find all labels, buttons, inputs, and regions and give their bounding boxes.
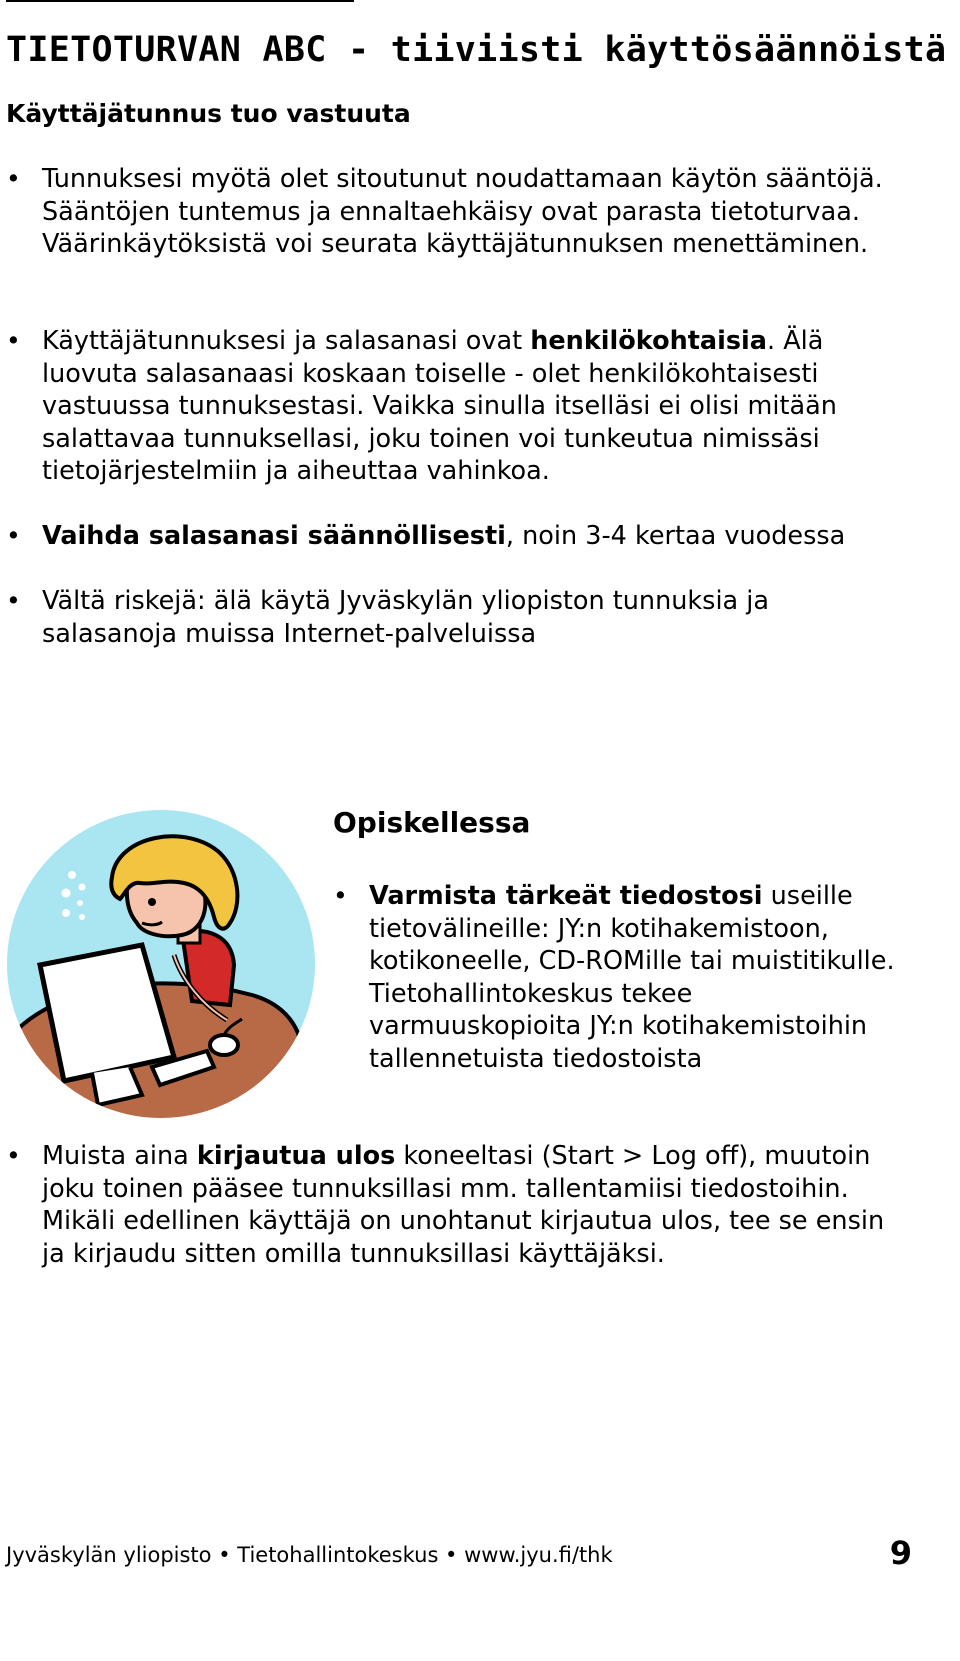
list-item-text: . Älä luovuta salasanaasi koskaan toiselle - olet henkilökohtaisesti vastuussa tunnuksestasi. Vaikka sinulla itselläsi ei olisi mitään salattavaa tunnuksellasi, joku toinen voi tunkeutua nimissäsi tietojärjestelmiin ja aiheuttaa vahinkoa. — [42, 326, 837, 486]
student-at-computer-illustration — [2, 805, 320, 1123]
list-item — [42, 163, 900, 261]
page-number: 9 — [889, 1534, 912, 1572]
footer-text: Jyväskylän yliopisto • Tietohallintokeskus • www.jyu.fi/thk — [6, 1543, 613, 1567]
list-item — [42, 585, 900, 650]
list-item-text: Vältä riskejä: älä käytä Jyväskylän yliopiston tunnuksia ja salasanoja muissa Internet-palveluissa — [42, 586, 769, 649]
list-item — [42, 325, 900, 488]
list-item-text: Muista aina — [42, 1141, 197, 1171]
list-item-text: koneeltasi (Start > Log off), muutoin joku toinen pääsee tunnuksillasi mm. tallentamiisi tiedostoihin. Mikäli edellinen käyttäjä on unohtanut kirjautua ulos, tee se ensin ja kirjaudu sitten omilla tunnuksillasi käyttäjäksi. — [42, 1141, 885, 1269]
list-item-text: Käyttäjätunnuksesi ja salasanasi ovat — [42, 326, 531, 356]
emphasis: Varmista tärkeät tiedostosi — [369, 881, 763, 911]
section-heading: Käyttäjätunnus tuo vastuuta — [6, 99, 411, 128]
studying-heading: Opiskellessa — [333, 806, 531, 839]
list-item — [42, 520, 900, 553]
emphasis: kirjautua ulos — [196, 1141, 396, 1171]
top-rule — [6, 0, 354, 2]
mouse-icon — [210, 1035, 238, 1055]
emphasis: henkilökohtaisia — [530, 326, 768, 356]
emphasis: Vaihda salasanasi säännöllisesti — [42, 521, 506, 551]
list-item-text: Tunnuksesi myötä olet sitoutunut noudattamaan käytön sääntöjä. Sääntöjen tuntemus ja ennaltaehkäisy ovat parasta tietoturvaa. Väärinkäytöksistä voi seurata käyttäjätunnuksen menettäminen. — [42, 164, 883, 259]
list-item-text: useille tietovälineille: JY:n kotihakemistoon, kotikoneelle, CD-ROMille tai muistitikulle. Tietohallintokeskus tekee varmuuskopioita JY:n kotihakemistoihin tallennetuista tiedostoista — [369, 881, 895, 1074]
footer — [6, 1535, 916, 1571]
list-item-text: , noin 3-4 kertaa vuodessa — [505, 521, 846, 551]
list-item — [369, 880, 900, 1075]
page-title: TIETOTURVAN ABC - tiiviisti käyttösäännöistä — [6, 30, 947, 70]
list-item — [42, 1140, 900, 1270]
